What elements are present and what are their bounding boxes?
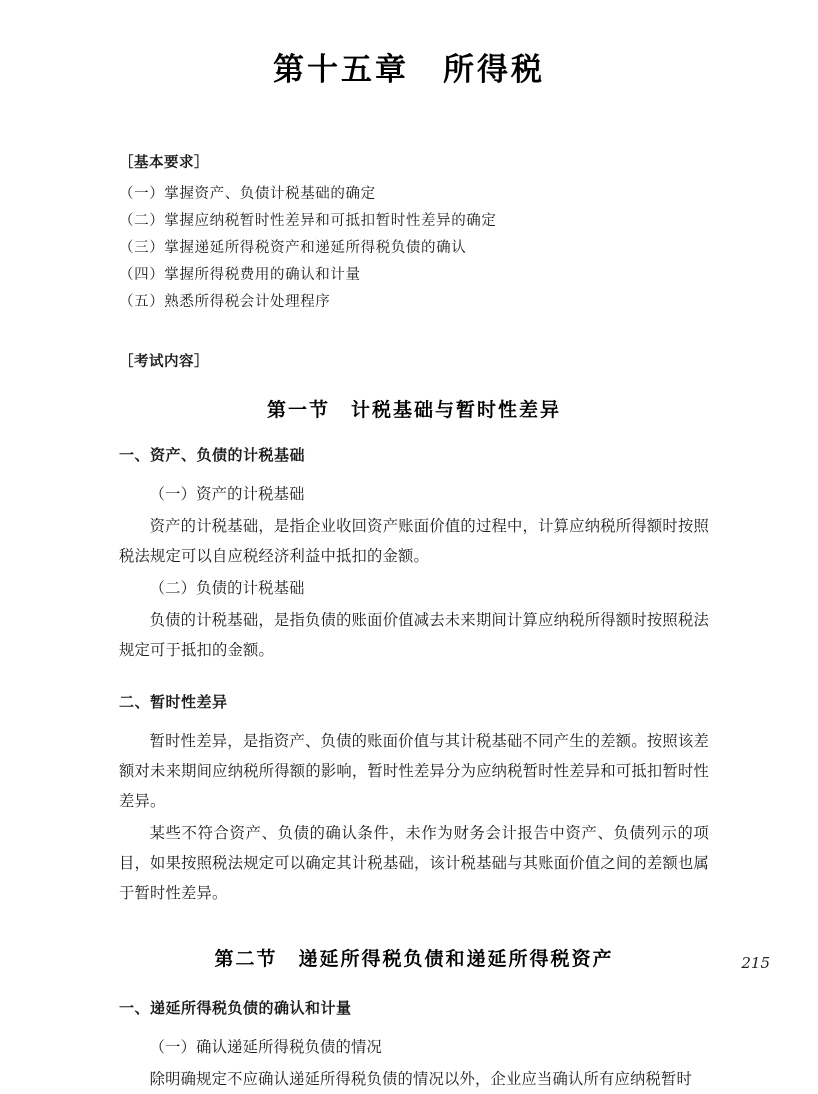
list-item: （一）掌握资产、负债计税基础的确定: [119, 186, 376, 202]
subsection-title-1-2: 二、暂时性差异: [119, 693, 228, 711]
page-title: 第十五章 所得税: [273, 52, 545, 88]
paragraph: 暂时性差异，是指资产、负债的账面价值与其计税基础不同产生的差额。按照该差额对未来期间应纳税所得额的影响，暂时性差异分为应纳税暂时性差异和可抵扣暂时性差异。: [119, 732, 709, 810]
document-body: [79, 151, 739, 1094]
paragraph: （二）负债的计税基础: [149, 579, 305, 597]
paragraph: 某些不符合资产、负债的确认条件，未作为财务会计报告中资产、负债列示的项目，如果按照税法规定可以确定其计税基础，该计税基础与其账面价值之间的差额也属于暂时性差异。: [119, 824, 709, 902]
basic-requirements-list: [119, 181, 709, 316]
paragraph: 负债的计税基础，是指负债的账面价值减去未来期间计算应纳税所得额时按照税法规定可于抵扣的金额。: [119, 611, 709, 659]
list-item: （五）熟悉所得税会计处理程序: [119, 294, 331, 310]
list-item: （四）掌握所得税费用的确认和计量: [119, 267, 361, 283]
basic-requirements-label: ［基本要求］: [119, 154, 209, 171]
paragraph: 除明确规定不应确认递延所得税负债的情况以外，企业应当确认所有应纳税暂时: [149, 1070, 692, 1088]
page-number: 215: [741, 954, 770, 972]
list-item: （三）掌握递延所得税资产和递延所得税负债的确认: [119, 240, 467, 256]
exam-content-label: ［考试内容］: [119, 353, 209, 370]
list-item: （二）掌握应纳税暂时性差异和可抵扣暂时性差异的确定: [119, 213, 497, 229]
subsection-title-2-1: 一、递延所得税负债的确认和计量: [119, 999, 352, 1017]
paragraph: （一）确认递延所得税负债的情况: [149, 1038, 383, 1056]
subsection-title-1-1: 一、资产、负债的计税基础: [119, 446, 306, 464]
document-page: [0, 44, 818, 1088]
section-heading-2: 第二节 递延所得税负债和递延所得税资产: [214, 948, 614, 970]
paragraph: （一）资产的计税基础: [149, 485, 305, 503]
paragraph: 资产的计税基础，是指企业收回资产账面价值的过程中，计算应纳税所得额时按照税法规定可以自应税经济利益中抵扣的金额。: [119, 517, 709, 565]
section-heading-1: 第一节 计税基础与暂时性差异: [266, 399, 561, 421]
